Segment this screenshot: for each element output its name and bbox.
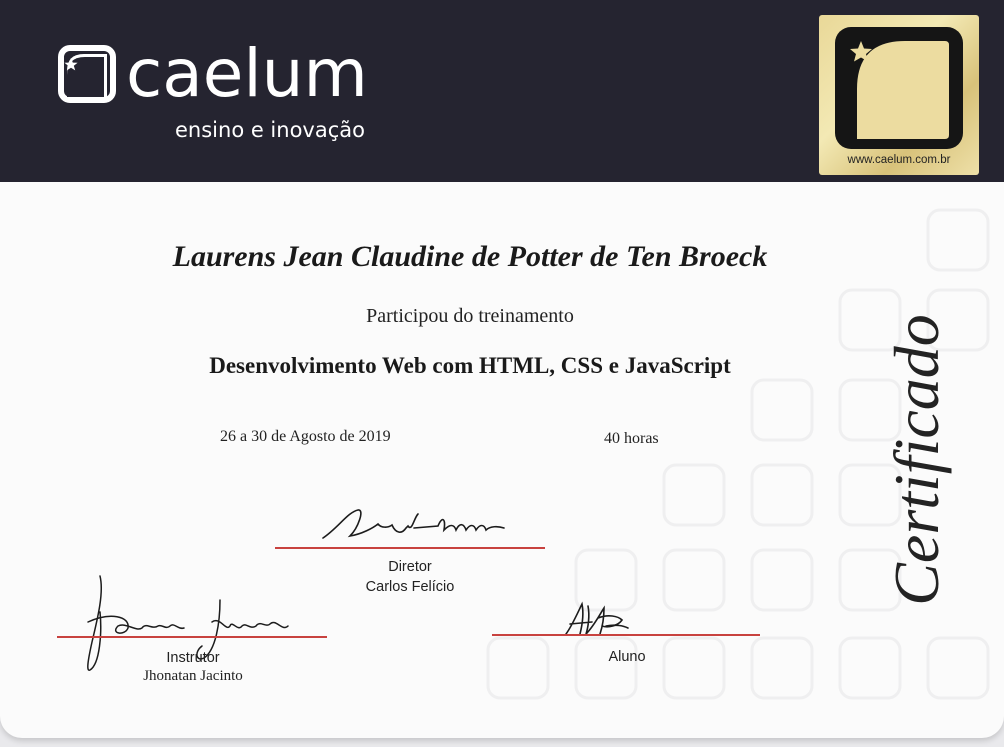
brand-tagline: ensino e inovação: [175, 118, 365, 142]
caelum-logo-icon: [58, 45, 116, 103]
recipient-name: Laurens Jean Claudine de Potter de Ten Broeck: [172, 240, 768, 273]
instructor-signature-line: [57, 636, 327, 638]
brand-name: caelum: [126, 35, 368, 112]
seal-logo-icon: [831, 23, 967, 153]
course-title: Desenvolvimento Web com HTML, CSS e JavaScript: [209, 353, 731, 378]
course-dates: 26 a 30 de Agosto de 2019: [220, 428, 391, 445]
gold-seal: [819, 15, 979, 175]
student-role: Aluno: [608, 649, 646, 665]
seal-url: www.caelum.com.br: [847, 154, 951, 166]
instructor-name: Jhonatan Jacinto: [143, 668, 243, 684]
director-name: Carlos Felício: [365, 579, 455, 595]
director-signature: [318, 498, 518, 550]
course-hours: 40 horas: [604, 430, 659, 447]
header-band: [0, 0, 1004, 182]
director-role: Diretor: [388, 559, 432, 575]
director-signature-line: [275, 547, 545, 549]
intro-text: Participou do treinamento: [366, 305, 574, 327]
instructor-role: Instrutor: [166, 650, 220, 666]
student-signature-line: [492, 634, 760, 636]
certificate-title: Certificado: [881, 314, 952, 606]
